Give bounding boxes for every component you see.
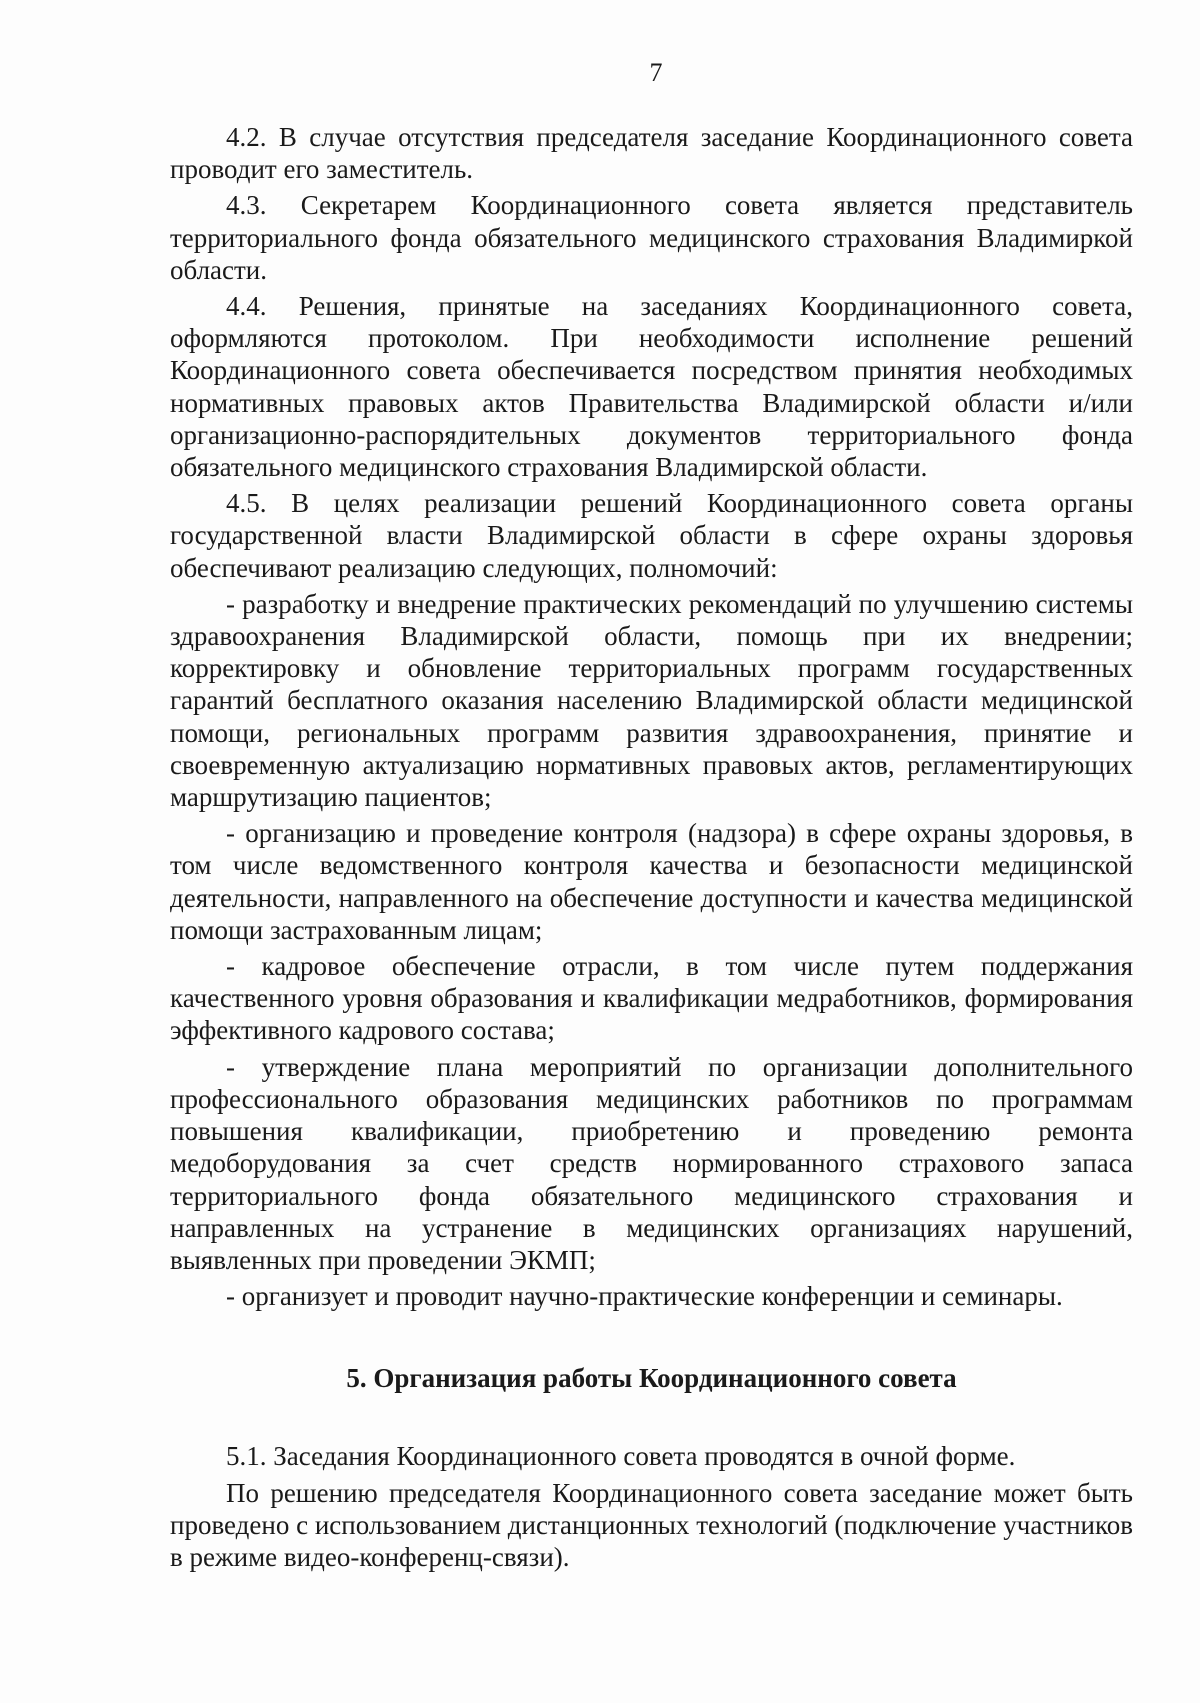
list-item-powers-3: - кадровое обеспечение отрасли, в том числе путем поддержания качественного уровня образования и квалификации медработников, формирования эффективного кадрового состава;	[170, 951, 1133, 1046]
paragraph-5-1: 5.1. Заседания Координационного совета проводятся в очной форме.	[226, 1441, 1016, 1472]
list-item-powers-2: - организацию и проведение контроля (надзора) в сфере охраны здоровья, в том числе ведомственного контроля качества и безопасности медицинской деятельности, направленного на обеспечение доступности и качества медицинской помощи застрахованным лицам;	[170, 818, 1133, 945]
paragraph-4-5: 4.5. В целях реализации решений Координационного совета органы государственной власти Владимирской области в сфере охраны здоровья обеспечивают реализацию следующих, полномочий:	[170, 488, 1133, 583]
document-body	[170, 121, 1133, 1573]
page-number: 7	[649, 58, 663, 87]
section-5-heading: 5. Организация работы Координационного совета	[346, 1363, 957, 1394]
paragraph-4-4: 4.4. Решения, принятые на заседаниях Координационного совета, оформляются протоколом. При необходимости исполнение решений Координационного совета обеспечивается посредством принятия необходимых нормативных правовых актов Правительства Владимирской области и/или организационно-распорядительных документов территориального фонда обязательного медицинского страхования Владимирской области.	[170, 291, 1133, 483]
list-item-powers-4: - утверждение плана мероприятий по организации дополнительного профессионального образования медицинских работников по программам повышения квалификации, приобретению и проведению ремонта медоборудования за счет средств нормированного страхового запаса территориального фонда обязательного медицинского страхования и направленных на устранение в медицинских организациях нарушений, выявленных при проведении ЭКМП;	[170, 1051, 1133, 1275]
paragraph-4-2: 4.2. В случае отсутствия председателя заседание Координационного совета проводит его заместитель.	[170, 122, 1133, 185]
paragraph-4-3: 4.3. Секретарем Координационного совета является представитель территориального фонда обязательного медицинского страхования Владимиркой области.	[170, 190, 1133, 285]
list-item-powers-5: - организует и проводит научно-практические конференции и семинары.	[226, 1281, 1063, 1312]
paragraph-5-1-remote: По решению председателя Координационного совета заседание может быть проведено с использованием дистанционных технологий (подключение участников в режиме видео-конференц-связи).	[170, 1477, 1133, 1572]
list-item-powers-1: - разработку и внедрение практических рекомендаций по улучшению системы здравоохранения Владимирской области, помощь при их внедрении; корректировку и обновление территориальных программ государственных гарантий бесплатного оказания населению Владимирской области медицинской помощи, региональных программ развития здравоохранения, принятие и своевременную актуализацию нормативных правовых актов, регламентирующих маршрутизацию пациентов;	[170, 588, 1133, 813]
